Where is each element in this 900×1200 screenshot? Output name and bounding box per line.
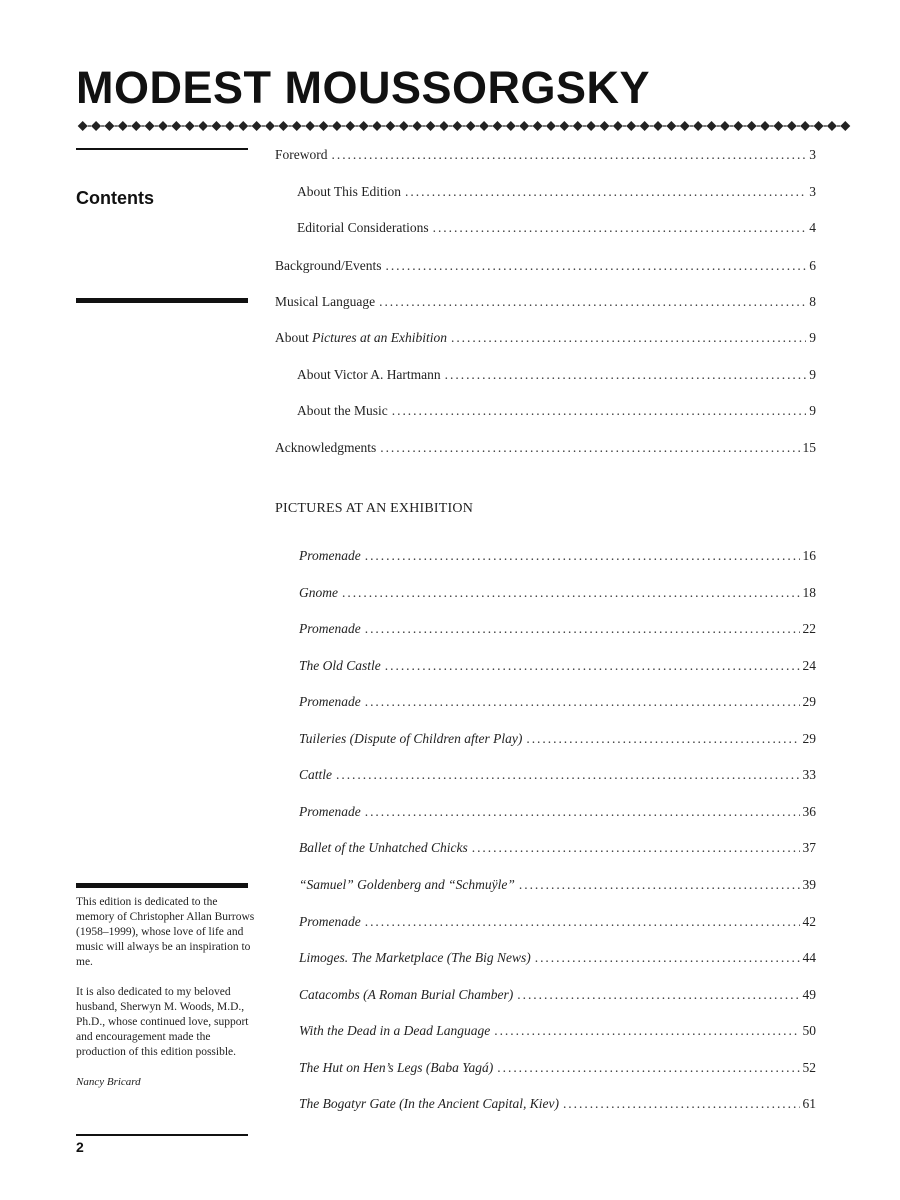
diamond-ornament <box>198 121 208 131</box>
toc-page-number: 36 <box>802 804 816 819</box>
toc-entry-title: Background/Events <box>275 258 382 273</box>
toc-entry-title: Limoges. The Marketplace (The Big News) <box>299 950 531 965</box>
toc-entry-title: Gnome <box>299 585 338 600</box>
dot-leader <box>332 147 807 163</box>
toc-page-number: 3 <box>809 184 816 199</box>
toc-page-number: 33 <box>802 767 816 782</box>
diamond-ornament <box>225 121 235 131</box>
diamond-ornament <box>693 121 703 131</box>
section-heading: PICTURES AT AN EXHIBITION <box>275 501 474 516</box>
diamond-ornament <box>559 121 569 131</box>
toc-page-number: 39 <box>802 877 816 892</box>
diamond-ornament <box>787 121 797 131</box>
dot-leader <box>405 184 806 200</box>
toc-entry <box>299 987 816 1005</box>
diamond-ornament <box>399 121 409 131</box>
toc-entry <box>275 330 816 348</box>
dot-leader <box>563 1096 800 1112</box>
toc-page-number: 16 <box>802 548 816 563</box>
diamond-ornament <box>640 121 650 131</box>
dot-leader <box>336 767 800 783</box>
toc-entry-title-italic: Pictures at an Exhibition <box>312 330 447 345</box>
toc-page-number: 9 <box>809 367 816 382</box>
toc-entry <box>299 877 816 895</box>
sidebar-rule-bottom <box>76 1134 248 1136</box>
diamond-ornament <box>707 121 717 131</box>
toc-page-number: 29 <box>802 731 816 746</box>
sidebar-rule-dedication <box>76 883 248 888</box>
toc-page-number: 37 <box>802 840 816 855</box>
diamond-ornament <box>332 121 342 131</box>
diamond-ornament <box>760 121 770 131</box>
dedication-signature: Nancy Bricard <box>76 1076 141 1088</box>
diamond-ornament <box>814 121 824 131</box>
diamond-ornament <box>519 121 529 131</box>
diamond-ornament <box>586 121 596 131</box>
diamond-ornament <box>78 121 88 131</box>
dot-leader <box>379 294 806 310</box>
toc-page-number: 61 <box>802 1096 816 1111</box>
toc-entry-title: Promenade <box>299 694 361 709</box>
dot-leader <box>342 585 800 601</box>
toc-entry-title: Foreword <box>275 147 328 162</box>
contents-label: Contents <box>76 188 154 208</box>
diamond-ornament <box>747 121 757 131</box>
diamond-ornament <box>131 121 141 131</box>
toc-entry <box>299 621 816 639</box>
diamond-ornament <box>145 121 155 131</box>
toc-entry-title: Promenade <box>299 621 361 636</box>
toc-page-number: 49 <box>802 987 816 1002</box>
toc-entry-title: The Hut on Hen’s Legs (Baba Yagá) <box>299 1060 494 1075</box>
diamond-ornament <box>827 121 837 131</box>
dot-leader <box>365 621 800 637</box>
diamond-ornament <box>840 121 850 131</box>
toc-entry <box>275 258 816 276</box>
dot-leader <box>380 440 799 456</box>
toc-page-number: 6 <box>809 258 816 273</box>
diamond-ornament <box>439 121 449 131</box>
toc-entry <box>299 804 816 822</box>
dot-leader <box>365 804 800 820</box>
diamond-ornament <box>412 121 422 131</box>
diamond-ornament <box>506 121 516 131</box>
toc-entry <box>299 914 816 932</box>
toc-entry-title: Cattle <box>299 767 332 782</box>
diamond-ornament <box>91 121 101 131</box>
toc-page-number: 15 <box>802 440 816 455</box>
diamond-ornament <box>252 121 262 131</box>
toc-entry-title: About Victor A. Hartmann <box>297 367 441 382</box>
toc-entry-title: Promenade <box>299 914 361 929</box>
dot-leader <box>365 548 800 564</box>
toc-entry-title: With the Dead in a Dead Language <box>299 1023 491 1038</box>
dot-leader <box>392 403 807 419</box>
dot-leader <box>365 914 800 930</box>
diamond-ornament <box>238 121 248 131</box>
toc-entry <box>299 694 816 712</box>
toc-entry <box>297 220 816 238</box>
diamond-ornament <box>211 121 221 131</box>
dedication-block <box>76 895 256 1105</box>
toc-entry <box>299 1060 816 1078</box>
toc-entry-title: Editorial Considerations <box>297 220 429 235</box>
toc-entry <box>299 658 816 676</box>
diamond-ornament <box>278 121 288 131</box>
toc-entry <box>299 840 816 858</box>
diamond-ornament <box>104 121 114 131</box>
dot-leader <box>472 840 800 856</box>
toc-page-number: 22 <box>802 621 816 636</box>
dot-leader <box>445 367 807 383</box>
dot-leader <box>385 258 806 274</box>
diamond-ornament <box>171 121 181 131</box>
toc-page-number: 42 <box>802 914 816 929</box>
toc-entry <box>297 403 816 421</box>
toc-entry-title: “Samuel” Goldenberg and “Schmuÿle” <box>299 877 515 892</box>
dot-leader <box>519 877 800 893</box>
diamond-ornament <box>385 121 395 131</box>
diamond-ornament <box>533 121 543 131</box>
diamond-ornament <box>265 121 275 131</box>
diamond-ornament <box>305 121 315 131</box>
sidebar-rule-middle <box>76 298 248 303</box>
toc-entry <box>299 1096 816 1114</box>
diamond-ornament <box>546 121 556 131</box>
diamond-ornament <box>773 121 783 131</box>
toc-entry <box>299 585 816 603</box>
toc-entry <box>297 184 816 202</box>
toc-entry <box>275 294 816 312</box>
toc-page-number: 9 <box>809 330 816 345</box>
toc-entry-title: About the Music <box>297 403 388 418</box>
toc-entry-title <box>275 330 451 346</box>
toc-entry-title: The Bogatyr Gate (In the Ancient Capital, Kiev) <box>299 1096 559 1111</box>
diamond-ornament <box>733 121 743 131</box>
diamond-ornament <box>158 121 168 131</box>
diamond-ornament <box>466 121 476 131</box>
diamond-ornament <box>613 121 623 131</box>
toc-entry <box>299 767 816 785</box>
sidebar-rule-top <box>76 148 248 150</box>
diamond-ornament <box>800 121 810 131</box>
diamond-ornament-rule <box>76 117 852 135</box>
dedication-paragraph: This edition is dedicated to the memory of Christopher Allan Burrows (1958–1999), whose love of life and music will always be an inspiration to me. <box>76 896 255 968</box>
dot-leader <box>385 658 800 674</box>
diamond-ornament <box>292 121 302 131</box>
diamond-ornament <box>720 121 730 131</box>
toc-entry <box>299 731 816 749</box>
page-title: MODEST MOUSSORGSKY <box>76 62 651 113</box>
toc-entry <box>299 1023 816 1041</box>
toc-page-number: 24 <box>802 658 816 673</box>
dot-leader <box>494 1023 799 1039</box>
diamond-ornament <box>118 121 128 131</box>
toc-page-number: 18 <box>802 585 816 600</box>
toc-page-number: 3 <box>809 147 816 162</box>
toc-entry <box>297 367 816 385</box>
toc-entry-title: The Old Castle <box>299 658 381 673</box>
diamond-ornament <box>479 121 489 131</box>
dot-leader <box>535 950 800 966</box>
toc-page-number: 52 <box>802 1060 816 1075</box>
toc-entry <box>275 147 816 165</box>
toc-entry-title: Promenade <box>299 548 361 563</box>
toc-entry-title-prefix: About <box>275 330 313 345</box>
toc-entry-title: About This Edition <box>297 184 402 199</box>
toc-entry-title: Musical Language <box>275 294 376 309</box>
toc-entry-title: Tuileries (Dispute of Children after Play) <box>299 731 523 746</box>
dot-leader <box>526 731 799 747</box>
dot-leader <box>497 1060 799 1076</box>
toc-entry <box>275 440 816 458</box>
dot-leader <box>365 694 800 710</box>
toc-page-number: 29 <box>802 694 816 709</box>
toc-page-number: 8 <box>809 294 816 309</box>
diamond-ornament <box>626 121 636 131</box>
dedication-paragraph: It is also dedicated to my beloved husband, Sherwyn M. Woods, M.D., Ph.D., whose continued love, support and encouragement made the production of this edition possible. <box>76 986 249 1058</box>
toc-page-number: 44 <box>802 950 816 965</box>
diamond-ornament <box>359 121 369 131</box>
diamond-ornament <box>680 121 690 131</box>
diamond-ornament <box>666 121 676 131</box>
diamond-ornament <box>372 121 382 131</box>
toc-entry-title: Promenade <box>299 804 361 819</box>
toc-entry <box>299 548 816 566</box>
toc-entry-title: Ballet of the Unhatched Chicks <box>299 840 468 855</box>
toc-page-number: 4 <box>809 220 816 235</box>
diamond-ornament <box>345 121 355 131</box>
toc-page-number: 50 <box>802 1023 816 1038</box>
toc-entry-title: Acknowledgments <box>275 440 377 455</box>
diamond-ornament <box>599 121 609 131</box>
diamond-ornament <box>319 121 329 131</box>
toc-page-number: 9 <box>809 403 816 418</box>
toc-entry-title: Catacombs (A Roman Burial Chamber) <box>299 987 514 1002</box>
dot-leader <box>451 330 806 346</box>
diamond-ornament <box>452 121 462 131</box>
toc-entry <box>299 950 816 968</box>
diamond-ornament <box>426 121 436 131</box>
dot-leader <box>517 987 799 1003</box>
diamond-ornament <box>185 121 195 131</box>
diamond-ornament <box>653 121 663 131</box>
dot-leader <box>433 220 807 236</box>
diamond-ornament <box>573 121 583 131</box>
page-number: 2 <box>76 1139 84 1155</box>
diamond-ornament <box>492 121 502 131</box>
